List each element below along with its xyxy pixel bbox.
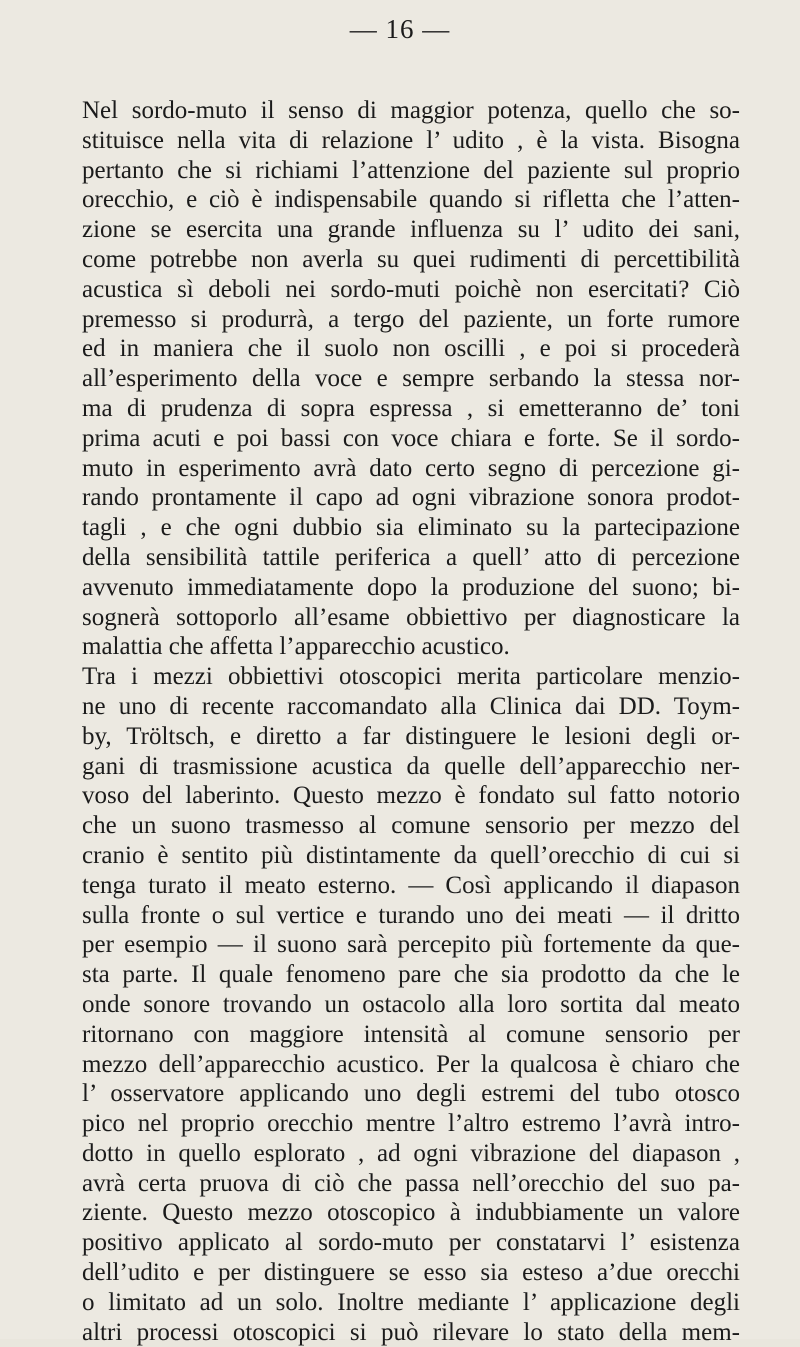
text-line: tenga turato il meato esterno. — Così applicando il diapason [82, 871, 740, 899]
text-line: per esempio — il suono sarà percepito più fortemente da que- [82, 931, 740, 959]
text-line: by, Tröltsch, e diretto a far distinguere le lesioni degli or- [82, 722, 740, 750]
text-line: ziente. Questo mezzo otoscopico à indubbiamente un valore [82, 1199, 740, 1227]
text-line: o limitato ad un solo. Inoltre mediante l’ applicazione degli [82, 1288, 740, 1316]
text-line: come potrebbe non averla su quei rudimenti di percettibilità [82, 245, 740, 273]
text-line: ne uno di recente raccomandato alla Clinica dai DD. Toym- [82, 692, 740, 720]
text-line: Nel sordo-muto il senso di maggior potenza, quello che so- [82, 97, 740, 124]
text-line: della sensibilità tattile periferica a quell’ atto di percezione [82, 543, 740, 571]
text-line: zione se esercita una grande influenza su l’ udito dei sani, [82, 216, 740, 244]
text-line: dell’udito e per distinguere se esso sia esteso a’due orecchi [82, 1259, 740, 1287]
text-line: onde sonore trovando un ostacolo alla loro sortita dal meato [82, 990, 740, 1018]
text-line: stituisce nella vita di relazione l’ udito , è la vista. Bisogna [82, 126, 740, 154]
text-line: avrà certa pruova di ciò che passa nell’orecchio del suo pa- [82, 1169, 740, 1197]
text-line: voso del laberinto. Questo mezzo è fondato sul fatto notorio [82, 782, 740, 810]
body-text [82, 96, 740, 1347]
text-line: pico nel proprio orecchio mentre l’altro estremo l’avrà intro- [82, 1110, 740, 1138]
text-line: all’esperimento della voce e sempre serbando la stessa nor- [82, 365, 740, 393]
text-line: orecchio, e ciò è indispensabile quando si rifletta che l’atten- [82, 186, 740, 214]
text-line: positivo applicato al sordo-muto per constatarvi l’ esistenza [82, 1229, 740, 1257]
text-line: che un suono trasmesso al comune sensorio per mezzo del [82, 812, 740, 840]
text-line: malattia che affetta l’apparecchio acustico. [82, 633, 510, 661]
text-line: ma di prudenza di sopra espressa , si emetteranno de’ toni [82, 394, 740, 422]
text-line: pertanto che si richiami l’attenzione del paziente sul proprio [82, 156, 740, 184]
text-line: gani di trasmissione acustica da quelle dell’apparecchio ner- [82, 752, 740, 780]
text-line: sulla fronte o sul vertice e turando uno dei meati — il dritto [82, 901, 740, 929]
text-line: l’ osservatore applicando uno degli estremi del tubo otosco [82, 1080, 740, 1108]
text-line: premesso si produrrà, a tergo del paziente, un forte rumore [82, 305, 740, 333]
text-line: Tra i mezzi obbiettivi otoscopici merita particolare menzio- [82, 663, 740, 691]
text-line: altri processi otoscopici si può rilevare lo stato della mem- [82, 1318, 740, 1346]
text-line: tagli , e che ogni dubbio sia eliminato su la partecipazione [82, 514, 740, 542]
text-line: cranio è sentito più distintamente da quell’orecchio di cui si [82, 841, 740, 869]
text-line: dotto in quello esplorato , ad ogni vibrazione del diapason , [82, 1139, 740, 1167]
text-line: muto in esperimento avrà dato certo segno di percezione gi- [82, 454, 740, 482]
text-line: mezzo dell’apparecchio acustico. Per la qualcosa è chiaro che [82, 1050, 740, 1078]
page-number: — 16 — [349, 14, 451, 44]
text-line: acustica sì deboli nei sordo-muti poichè non esercitati? Ciò [82, 275, 740, 303]
text-line: rando prontamente il capo ad ogni vibrazione sonora prodot- [82, 484, 740, 512]
text-line: prima acuti e poi bassi con voce chiara e forte. Se il sordo- [82, 424, 740, 452]
text-line: avvenuto immediatamente dopo la produzione del suono; bi- [82, 573, 740, 601]
text-line: sognerà sottoporlo all’esame obbiettivo per diagnosticare la [82, 603, 740, 631]
text-line: sta parte. Il quale fenomeno pare che sia prodotto da che le [82, 961, 740, 989]
text-line: ritornano con maggiore intensità al comune sensorio per [82, 1020, 740, 1048]
text-line: ed in maniera che il suolo non oscilli , e poi si procederà [82, 335, 740, 363]
